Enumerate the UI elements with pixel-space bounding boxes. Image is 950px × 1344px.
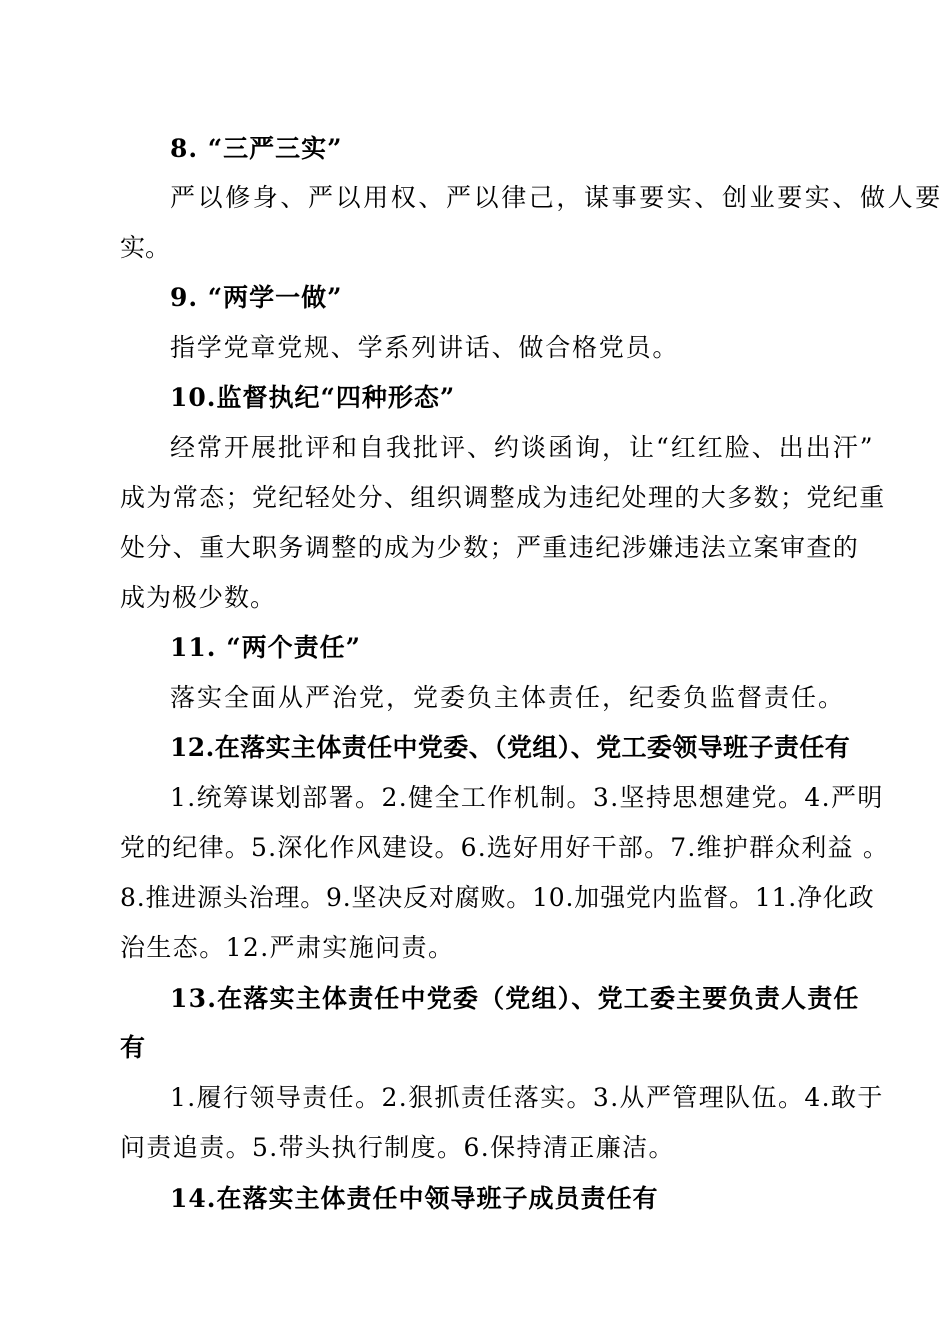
paragraph-line: 治生态。12.严肃实施问责。: [120, 933, 455, 962]
heading-9: 9. “两学一做”: [170, 283, 343, 312]
heading-13-continued: 有: [120, 1033, 146, 1062]
paragraph-line: 8.推进源头治理。9.坚决反对腐败。10.加强党内监督。11.净化政: [120, 883, 875, 912]
paragraph-line: 经常开展批评和自我批评、约谈函询，让“红红脸、出出汗”: [170, 433, 875, 462]
paragraph-line: 问责追责。5.带头执行制度。6.保持清正廉洁。: [120, 1133, 675, 1162]
paragraph-line: 处分、重大职务调整的成为少数；严重违纪涉嫌违法立案审查的: [120, 533, 860, 562]
paragraph-line: 实。: [120, 233, 171, 262]
heading-14: 14.在落实主体责任中领导班子成员责任有: [170, 1184, 659, 1213]
heading-13: 13.在落实主体责任中党委（党组）、党工委主要负责人责任: [170, 984, 860, 1013]
paragraph-line: 1.统筹谋划部署。2.健全工作机制。3.坚持思想建党。4.严明: [170, 783, 884, 812]
heading-8: 8. “三严三实”: [170, 134, 343, 163]
paragraph-line: 指学党章党规、学系列讲话、做合格党员。: [170, 333, 680, 362]
heading-11: 11. “两个责任”: [170, 633, 361, 662]
paragraph-line: 落实全面从严治党，党委负主体责任，纪委负监督责任。: [170, 683, 846, 712]
paragraph-line: 成为极少数。: [120, 583, 277, 612]
paragraph-line: 严以修身、严以用权、严以律己，谋事要实、创业要实、做人要: [170, 183, 943, 212]
heading-10: 10.监督执纪“四种形态”: [170, 383, 456, 412]
paragraph-line: 1.履行领导责任。2.狠抓责任落实。3.从严管理队伍。4.敢于: [170, 1083, 884, 1112]
heading-12: 12.在落实主体责任中党委、（党组）、党工委领导班子责任有: [170, 733, 851, 762]
paragraph-line: 党的纪律。5.深化作风建设。6.选好用好干部。7.维护群众利益 。: [120, 833, 890, 862]
paragraph-line: 成为常态；党纪轻处分、组织调整成为违纪处理的大多数；党纪重: [120, 483, 886, 512]
